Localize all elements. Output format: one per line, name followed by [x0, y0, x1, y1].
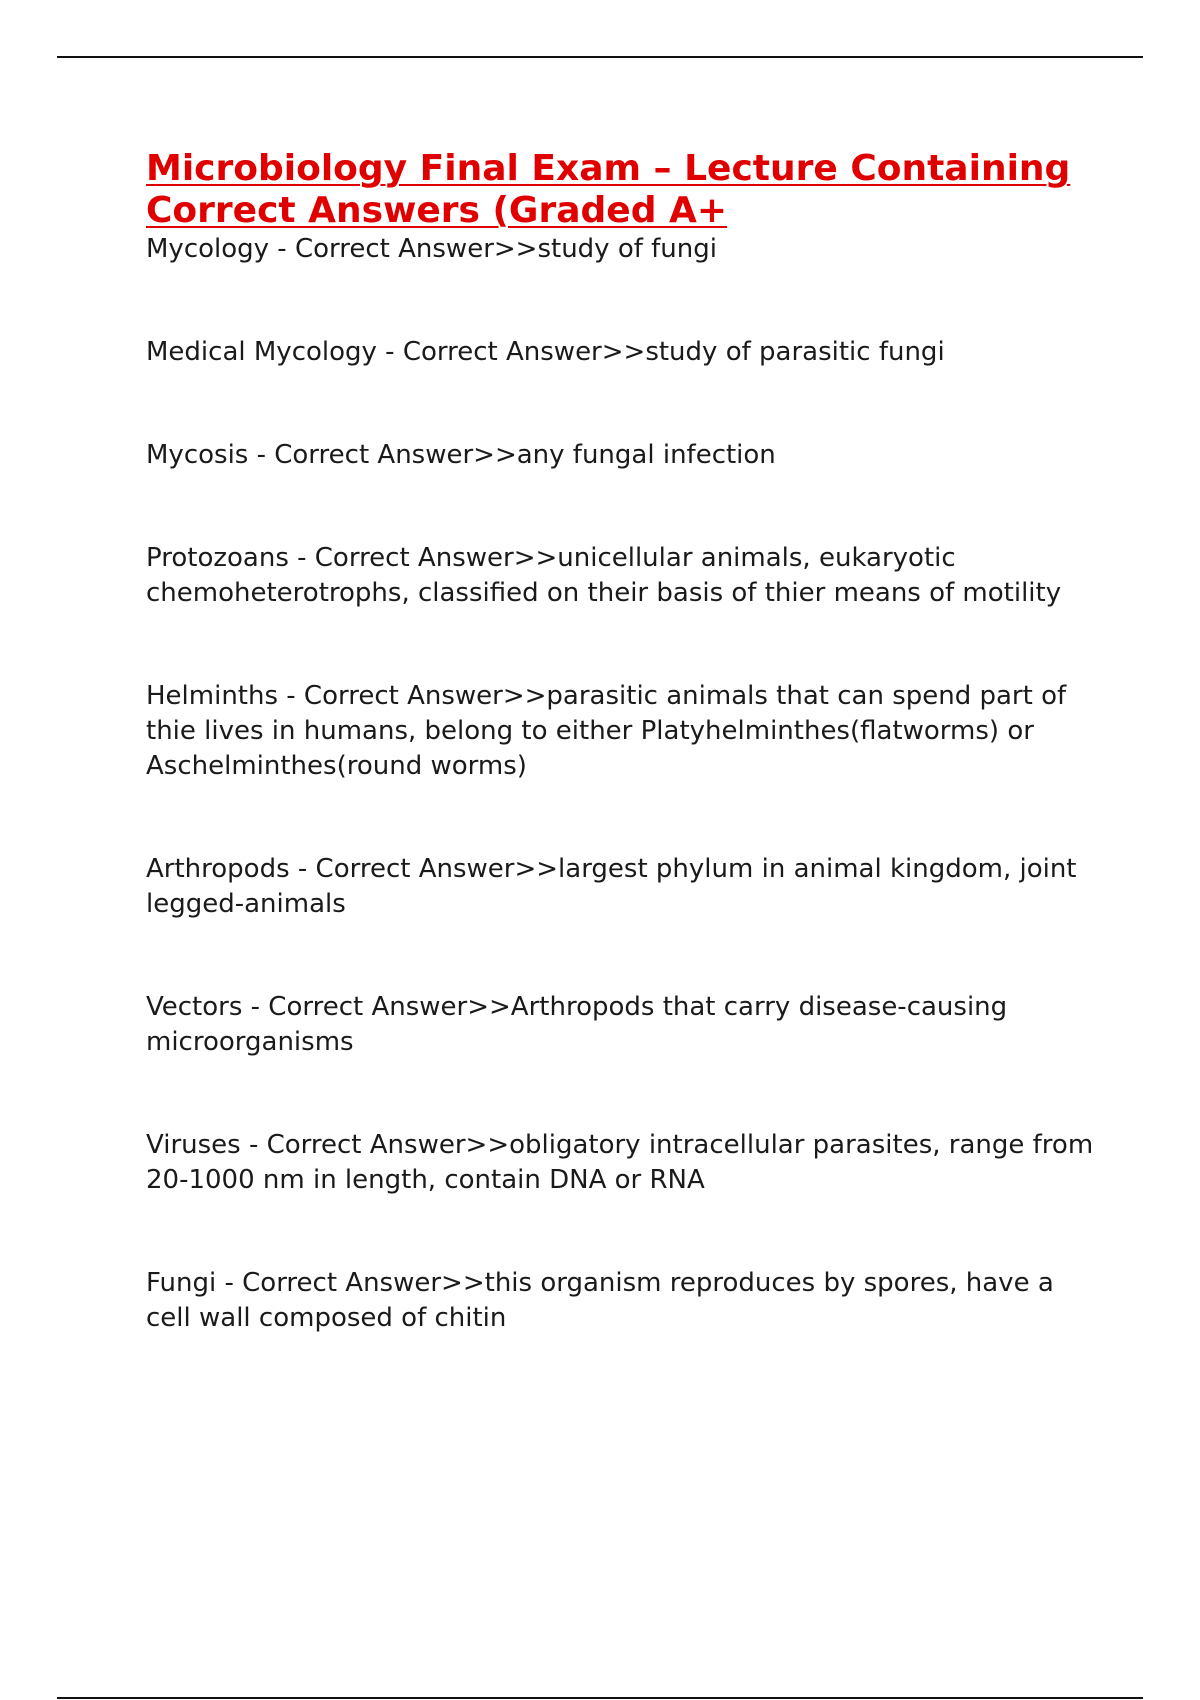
entry-fungi: Fungi - Correct Answer>>this organism reproduces by spores, have a cell wall composed of chitin	[146, 1268, 1054, 1333]
entry-mycosis: Mycosis - Correct Answer>>any fungal infection	[146, 440, 776, 470]
entry-vectors: Vectors - Correct Answer>>Arthropods that carry disease-causing microorganisms	[146, 992, 1008, 1057]
header-rule	[57, 56, 1143, 58]
entry-arthropods: Arthropods - Correct Answer>>largest phylum in animal kingdom, joint legged-animals	[146, 854, 1077, 919]
entry-helminths: Helminths - Correct Answer>>parasitic animals that can spend part of thie lives in humans, belong to either Platyhelminthes(flatworms) or Aschelminthes(round worms)	[146, 681, 1067, 781]
footer-rule	[57, 1697, 1143, 1699]
document-title: Microbiology Final Exam – Lecture Containing Correct Answers (Graded A+	[146, 148, 1071, 231]
entry-list	[146, 232, 1106, 1336]
document-body	[146, 148, 1106, 1404]
entry-mycology: Mycology - Correct Answer>>study of fungi	[146, 234, 717, 264]
entry-viruses: Viruses - Correct Answer>>obligatory intracellular parasites, range from 20-1000 nm in length, contain DNA or RNA	[146, 1130, 1094, 1195]
entry-protozoans: Protozoans - Correct Answer>>unicellular animals, eukaryotic chemoheterotrophs, classified on their basis of thier means of motility	[146, 543, 1062, 608]
entry-medical-mycology: Medical Mycology - Correct Answer>>study of parasitic fungi	[146, 337, 945, 367]
